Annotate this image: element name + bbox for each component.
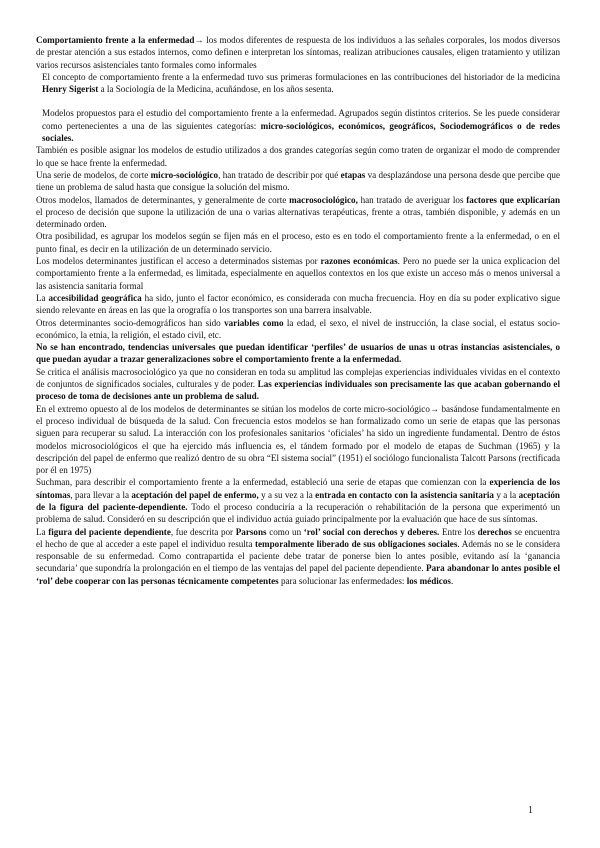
text-run: , han tratado de describir por qué bbox=[218, 169, 341, 180]
paragraph-no-universal bbox=[36, 341, 560, 366]
bold-text: entrada en contacto con la asistencia sanitaria bbox=[315, 489, 494, 500]
text-run: los modos diferentes de respuesta de los individuos a las señales corporales, los modos diversos de prestar atención a sus estados internos, como definen e interpretan los síntomas, realizan atribuciones causales, eligen tratamiento y utilizan varios recursos asistenciales tanto formales como informales bbox=[36, 35, 560, 70]
text-run: , fue descrita por bbox=[170, 526, 236, 537]
paragraph-economic bbox=[36, 255, 560, 292]
text-run: Los modelos determinantes justifican el acceso a determinados sistemas por bbox=[36, 256, 321, 267]
text-run: , para llevar a la bbox=[70, 489, 132, 500]
text-run: Todo el proceso conduciría a la recuperación o rehabilitación de la persona que experimentó un problema de salud. Consideró en su descripción que el individuo actúa guiado principalmente por la evaluación que hace de sus síntomas. bbox=[36, 501, 560, 525]
bold-text: accesibilidad geográfica bbox=[48, 292, 142, 303]
text-run: como un bbox=[266, 526, 304, 537]
bold-text: aceptación del papel de enfermo, bbox=[131, 489, 259, 500]
text-run: Entre los bbox=[439, 526, 478, 537]
bold-text: etapas bbox=[340, 169, 366, 180]
paragraph-definition bbox=[36, 34, 560, 71]
bold-text: Comportamiento frente a la enfermedad→ bbox=[36, 35, 204, 45]
text-run: la edad, el sexo, el nivel de instrucción, la clase social, el estatus socio-económico, la etnia, la religión, el estado civil, etc. bbox=[36, 317, 561, 340]
text-run: En el extremo opuesto al de los modelos de determinantes se sitúan los modelos de corte micro-sociológico→ basándose fundamentalmente en el proceso individual de búsqueda de la salud. Con frecuencia estos modelos se han formalizado como un serie de etapas que las personas siguen para recuperar su salud. La interacción con los profesionales sanitarios ‘oficiales’ ha sido un ingrediente fundamental. Dentro de éstos modelos microsociológicos el que ha ejercido más influencia es, el tándem formado por el modelo de etapas de Suchman (1965) y la descripción del papel de enfermo que realizó dentro de su obra “El sistema social” (1951) el sociólogo funcionalista Talcott Parsons (rectificada por él en 1975) bbox=[36, 403, 560, 476]
paragraph-sigerist bbox=[36, 71, 560, 96]
paragraph-suchman bbox=[36, 476, 560, 525]
text-run: . Pero no puede ser la unica explicacion del comportamiento frente a la enfermedad, es limitada, especialmente en aquellos contextos en los que existe un acceso más o menos universal a las asistencia sanitaria formal bbox=[36, 256, 560, 291]
bold-text: Para abandonar lo antes posible el ‘rol’ debe cooperar con las personas técnicamente competentes bbox=[36, 563, 560, 586]
text-run: a la Sociología de la Medicina, acuñándose, en los años sesenta. bbox=[98, 84, 334, 95]
bold-text: temporalmente liberado de sus obligaciones sociales bbox=[254, 538, 458, 549]
text-run: el proceso de decisión que supone la utilización de una o varias alternativas terapéuticas, frente a otras, también disponible, y además en un determinado orden. bbox=[36, 206, 560, 230]
text-run: para solucionar las enfermedades: bbox=[278, 575, 407, 586]
bold-text: factores que explicarían bbox=[466, 194, 561, 205]
text-run: y a la bbox=[493, 489, 519, 500]
bold-text: figura del paciente dependiente bbox=[48, 526, 171, 537]
text-run: El concepto de comportamiento frente a la enfermedad tuvo sus primeras formulaciones en las contribuciones del historiador de la medicina bbox=[42, 71, 560, 82]
text-run: Modelos propuestos para el estudio del comportamiento frente a la enfermedad. Agrupados según distintos criterios. Se les puede considerar como pertenecientes a una de las siguientes categorías: bbox=[42, 108, 560, 131]
document-body bbox=[36, 34, 560, 587]
paragraph-macro bbox=[36, 194, 560, 231]
bold-text: micro-sociológicos, económicos, geográficos, Sociodemográficos o de redes sociales. bbox=[42, 120, 560, 144]
bold-text: experiencia de los síntomas bbox=[36, 477, 560, 500]
text-run: va desplazándose una persona desde que percibe que tiene un problema de salud hasta que consigue la solución del mismo. bbox=[36, 169, 561, 193]
text-run: Otros determinantes socio-demográficos han sido bbox=[36, 317, 225, 328]
paragraph-categories bbox=[36, 144, 560, 169]
text-run: . bbox=[450, 575, 454, 586]
paragraph-gap bbox=[36, 95, 560, 107]
paragraph-geographic bbox=[36, 292, 560, 317]
bold-text: Las experiencias individuales son precisamente las que acaban gobernando el proceso de toma de decisiones ante un problema de salud. bbox=[36, 379, 560, 402]
text-run: han tratado de averiguar los bbox=[357, 194, 467, 205]
text-run: y a su vez a la bbox=[258, 489, 316, 500]
bold-text: los médicos bbox=[406, 575, 451, 586]
paragraph-parsons bbox=[36, 526, 560, 587]
paragraph-critique bbox=[36, 366, 560, 403]
bold-text: ‘rol’ social con derechos y deberes. bbox=[303, 526, 440, 537]
bold-text: micro-sociológico bbox=[150, 169, 219, 180]
paragraph-process bbox=[36, 230, 560, 255]
bold-text: variables como bbox=[224, 317, 284, 328]
page-number: 1 bbox=[528, 805, 533, 816]
text-run: ha sido, junto el factor económico, es considerada con mucha frecuencia. Hoy en día su poder explicativo sigue siendo relevante en áreas en las que la orografía o los transportes son una barrera insalvable. bbox=[36, 292, 560, 316]
text-run: Suchman, para describir el comportamiento frente a la enfermedad, estableció una serie de etapas que comienzan con la bbox=[36, 477, 490, 488]
bold-text: razones económicas bbox=[320, 256, 398, 267]
text-run: . Además no se le considera responsable de su enfermedad. Como contrapartida el paciente debe tratar de ponerse bien lo antes posible, evitando así la ‘ganancia secundaria’ que supondría la prolongación en el tiempo de las ventajas del papel del paciente dependiente. bbox=[36, 538, 561, 574]
text-run: Otros modelos, llamados de determinantes, y generalmente de corte bbox=[36, 194, 290, 205]
text-run: Una serie de modelos, de corte bbox=[36, 169, 151, 180]
text-run: La bbox=[36, 292, 49, 303]
text-run: Se critica el análisis macrosociológico ya que no consideran en toda su amplitud las complejas experiencias individuales vividas en el contexto de conjuntos de significados sociales, culturales y de poder. bbox=[36, 366, 560, 390]
text-run: Otra posibilidad, es agrupar los modelos según se fijen más en el proceso, esto es en todo el comportamiento frente a la enfermedad, o en el punto final, es decir en la utilización de un determinado servicio. bbox=[36, 231, 560, 254]
paragraph-micro bbox=[36, 169, 560, 194]
bold-text: Parsons bbox=[235, 526, 267, 537]
bold-text: derechos bbox=[477, 526, 512, 537]
text-run: se encuentra el hecho de que al acceder a este papel el individuo resulta bbox=[36, 526, 560, 549]
paragraph-models bbox=[36, 107, 560, 144]
bold-text: No se han encontrado, tendencias universales que puedan identificar ‘perfiles’ de usuarios de unas u otras instancias asistenciales, o que puedan ayudar a trazar generalizaciones sobre el comportamiento frente a la enfermedad. bbox=[36, 342, 560, 365]
paragraph-sociodemographic bbox=[36, 317, 560, 342]
bold-text: macrosociológico, bbox=[289, 194, 358, 205]
text-run: También es posible asignar los modelos de estudio utilizados a dos grandes categorías según como traten de organizar el modo de comprender lo que se hace frente la enfermedad. bbox=[36, 145, 560, 168]
paragraph-microsociological bbox=[36, 403, 560, 477]
bold-text: Henry Sigerist bbox=[42, 84, 99, 95]
text-run: La bbox=[36, 526, 49, 537]
bold-text: aceptación de la figura del paciente-dependiente. bbox=[36, 489, 560, 512]
